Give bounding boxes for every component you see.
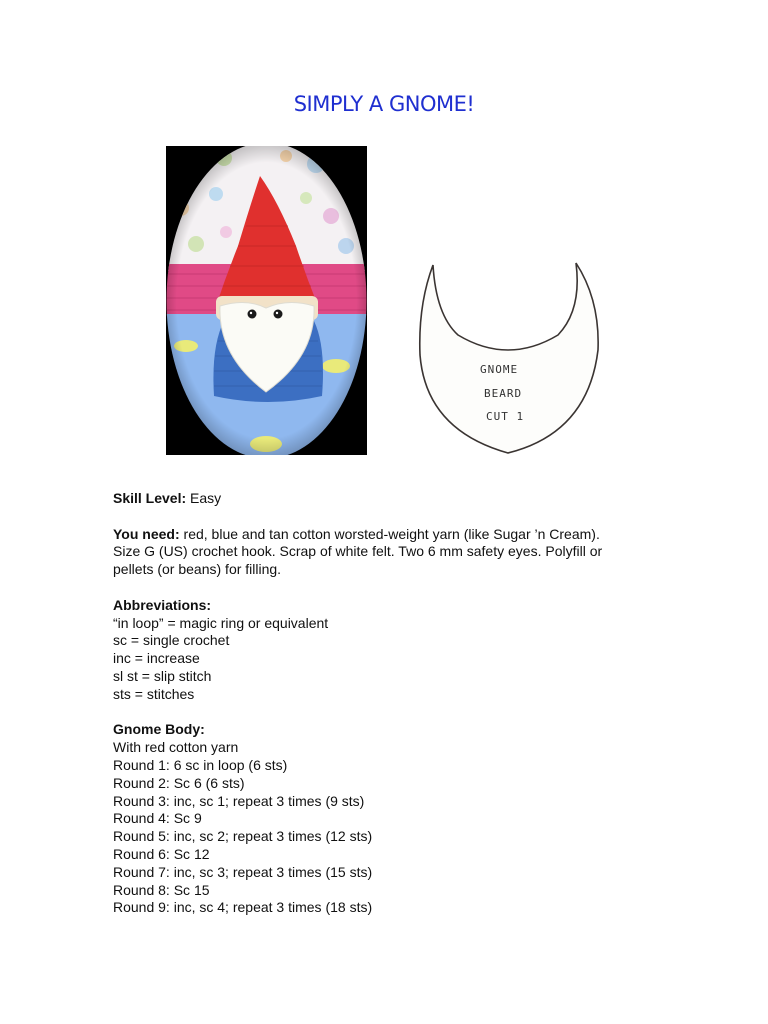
beard-template — [408, 255, 608, 460]
abbreviation-item: sl st = slip stitch — [113, 667, 212, 684]
page-title: SIMPLY A GNOME! — [293, 92, 475, 116]
gnome-body-heading: Gnome Body: — [113, 721, 205, 738]
round-item: Round 9: inc, sc 4; repeat 3 times (18 sts) — [113, 899, 373, 916]
beard-label-gnome: GNOME — [480, 363, 519, 376]
gnome-illustration — [166, 146, 367, 455]
beard-label-beard: BEARD — [484, 387, 523, 400]
abbreviation-item: sts = stitches — [113, 685, 195, 702]
you-need-line-2: Size G (US) crochet hook. Scrap of white felt. Two 6 mm safety eyes. Polyfill or — [113, 543, 603, 560]
skill-level-value: Easy — [186, 490, 222, 506]
round-item: Round 2: Sc 6 (6 sts) — [113, 774, 245, 791]
you-need-line-1 — [113, 526, 673, 544]
you-need-label: You need: — [113, 525, 180, 542]
gnome-photo — [166, 146, 367, 455]
round-item: Round 8: Sc 15 — [113, 881, 210, 898]
round-item: Round 5: inc, sc 2; repeat 3 times (12 sts) — [113, 828, 373, 845]
round-item: Round 1: 6 sc in loop (6 sts) — [113, 756, 288, 773]
you-need-text-1: red, blue and tan cotton worsted-weight yarn (like Sugar ’n Cream). — [179, 525, 600, 542]
pattern-text — [113, 490, 673, 917]
abbreviation-item: “in loop” = magic ring or equivalent — [113, 614, 329, 631]
abbreviation-item: sc = single crochet — [113, 632, 230, 649]
skill-level — [113, 490, 673, 508]
round-item: Round 6: Sc 12 — [113, 845, 210, 862]
beard-label-cut: CUT 1 — [486, 410, 525, 423]
beard-outline — [408, 255, 608, 460]
gnome-body-intro: With red cotton yarn — [113, 739, 239, 756]
round-item: Round 7: inc, sc 3; repeat 3 times (15 sts) — [113, 863, 373, 880]
you-need-line-3: pellets (or beans) for filling. — [113, 561, 282, 578]
skill-level-label: Skill Level: — [113, 490, 187, 506]
round-item: Round 4: Sc 9 — [113, 810, 202, 827]
abbreviation-item: inc = increase — [113, 650, 200, 667]
abbreviations-heading: Abbreviations: — [113, 596, 212, 613]
round-item: Round 3: inc, sc 1; repeat 3 times (9 sts) — [113, 792, 365, 809]
